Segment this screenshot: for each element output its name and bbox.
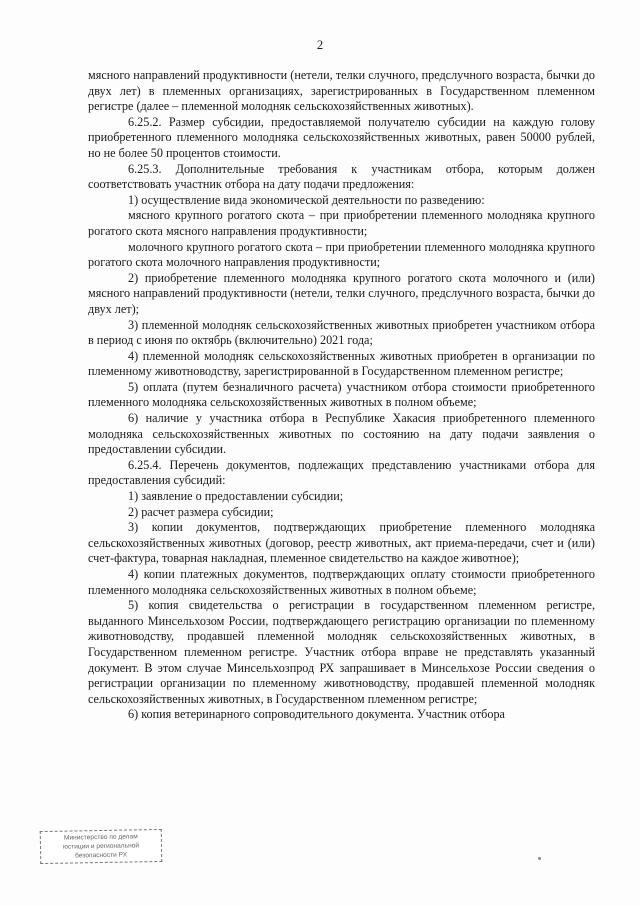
list-item-activity: 1) осуществление вида экономической деятельности по разведению: bbox=[128, 192, 485, 207]
list-item-payment-documents: 4) копии платежных документов, подтверждающих оплату стоимости приобретенного племенного молодняка сельскохозяйственных животных в полном объеме; bbox=[88, 567, 595, 597]
list-item-purchase: 2) приобретение племенного молодняка крупного рогатого скота молочного и (или) мясного направлений продуктивности (нетели, телки случного, предслучного возраста, бычки до двух лет); bbox=[88, 270, 595, 316]
registration-stamp bbox=[40, 829, 163, 864]
list-item-presence: 6) наличие у участника отбора в Республике Хакасия приобретенного племенного молодняка сельскохозяйственных животных по состоянию на дату подачи заявления о предоставлении субсидии. bbox=[88, 411, 595, 457]
paragraph-6-25-4: 6.25.4. Перечень документов, подлежащих представлению участниками отбора для предоставления субсидий: bbox=[88, 457, 595, 488]
stamp-line: юстиции и региональной bbox=[62, 842, 140, 851]
list-item-dairy-cattle: молочного крупного рогатого скота – при приобретении племенного молодняка крупного рогатого скота молочного направления продуктивности; bbox=[88, 239, 595, 270]
paragraph-6-25-3: 6.25.3. Дополнительные требования к участникам отбора, которым должен соответствовать участник отбора на дату подачи предложения: bbox=[88, 161, 595, 192]
list-item-period: 3) племенной молодняк сельскохозяйственных животных приобретен участником отбора в период с июня по октябрь (включительно) 2021 года; bbox=[88, 317, 595, 348]
paragraph-6-25-2: 6.25.2. Размер субсидии, предоставляемой получателю субсидии на каждую голову приобретенного племенного молодняка сельскохозяйственных животных, равен 50000 рублей, но не более 50 процентов стоимости. bbox=[88, 114, 595, 160]
list-item-payment: 5) оплата (путем безналичного расчета) участником отбора стоимости приобретенного племенного молодняка сельскохозяйственных животных в полном объеме; bbox=[88, 379, 595, 410]
stamp-line: Министерство по делам bbox=[63, 833, 138, 842]
list-item-application: 1) заявление о предоставлении субсидии; bbox=[128, 489, 344, 504]
list-item-beef-cattle: мясного крупного рогатого скота – при приобретении племенного молодняка крупного рогатого скота мясного направления продуктивности; bbox=[88, 208, 595, 238]
page-number: 2 bbox=[316, 38, 324, 52]
list-item-veterinary-document: 6) копия ветеринарного сопроводительного документа. Участник отбора bbox=[128, 707, 505, 722]
list-item-purchase-documents: 3) копии документов, подтверждающих приобретение племенного молодняка сельскохозяйственных животных (договор, реестр животных, акт приема-передачи, счет и (или) счет-фактура, товарная накладная, племенное свидетельство на каждое животное); bbox=[88, 520, 595, 566]
scan-speck bbox=[538, 857, 541, 860]
stamp-line: безопасности РХ bbox=[75, 851, 128, 860]
paragraph-continuation: мясного направлений продуктивности (нетели, телки случного, предслучного возраста, бычки до двух лет) в племенных организациях, зарегистрированных в Государственном племенном регистре (далее – племенной молодняк сельскохозяйственных животных). bbox=[88, 68, 595, 114]
document-body bbox=[88, 68, 595, 723]
list-item-organization: 4) племенной молодняк сельскохозяйственных животных приобретен в организации по племенному животноводству, зарегистрированной в Государственном племенном регистре; bbox=[88, 348, 595, 379]
list-item-registration-certificate: 5) копия свидетельства о регистрации в государственном племенном регистре, выданного Минсельхозом России, подтверждающего регистрацию организации по племенному животноводству, продавшей племенной молодняк сельскохозяйственных животных, в Государственном племенном регистре. Участник отбора вправе не представлять указанный документ. В этом случае Минсельхозпрод РХ запрашивает в Минсельхозе России сведения о регистрации организации по племенному животноводству, продавшей племенной молодняк сельскохозяйственных животных, в Государственном племенном регистре; bbox=[88, 598, 595, 706]
list-item-calculation: 2) расчет размера субсидии; bbox=[128, 504, 274, 519]
